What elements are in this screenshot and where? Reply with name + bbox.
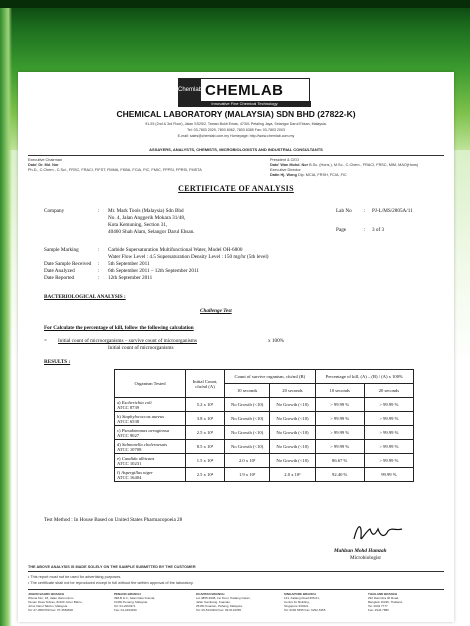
colon: : [98, 261, 100, 267]
table-row [115, 398, 414, 412]
date-analyzed-label: Date Analyzed [44, 268, 75, 274]
branch-line: 25150 Kuantan, Pahang, Malaysia. [196, 604, 243, 608]
atcc-code: ATCC 9027 [117, 432, 140, 438]
row-letter: e) [117, 455, 121, 461]
date-received-value: 5th September 2011 [108, 261, 150, 267]
percent-10s-cell: > 99.99 % [315, 398, 364, 412]
atcc-code: ATCC 8739 [117, 404, 140, 410]
organism-name: Salmonella choleraesuis [121, 441, 168, 447]
results-heading: RESULTS : [44, 359, 71, 365]
page-value: 3 of 3 [372, 227, 385, 233]
percent-20s-cell: > 99.99 % [364, 440, 413, 454]
branch-line: Tel: 04-2264371 [114, 604, 136, 608]
colon: : [98, 247, 100, 253]
branch-line: Fax: 04-2294390 [114, 608, 137, 612]
survive-20s-cell: No Growth (<10) [270, 398, 315, 412]
header-organism: Organism Tested [115, 370, 186, 398]
signatory-title: Microbiologist [350, 555, 381, 561]
formula-multiplier: x 100% [268, 338, 284, 344]
president-title: President & CEO [270, 158, 299, 162]
test-name: Challenge Test [200, 308, 232, 314]
survive-20s-cell: No Growth (<10) [270, 426, 315, 440]
footer-divider [28, 571, 444, 572]
branch-line: 398-B & C, Jalan Dato Kramat, [114, 596, 156, 600]
branch-line: Taman Desa Tebrau, 81100 Johor Bahru, [28, 600, 83, 604]
branch-line: Tel: 07-3584769 Fax: 07-3584830 [28, 608, 74, 612]
organism-name: Staphylococcus aureus [121, 413, 165, 419]
branch-kuantan [196, 592, 276, 612]
customer-line-4: 40460 Shah Alam, Selangor Darul Ehsan. [108, 229, 195, 235]
header-percent-10s: 10 seconds [315, 384, 364, 398]
branch-thailand [368, 592, 448, 612]
organism-cell [115, 426, 186, 440]
branch-line: Tel: 6292 6655 Fax: 6292 6355 [284, 608, 326, 612]
survive-10s-cell: No Growth (<10) [225, 426, 270, 440]
date-analyzed-value: 6th September 2011 – 12th September 2011 [108, 268, 199, 274]
organism-cell [115, 468, 186, 482]
percent-10s-cell: 86.67 % [315, 454, 364, 468]
branch-penang [114, 592, 194, 612]
initial-count-cell: 5.2 x 10⁵ [186, 398, 225, 412]
atcc-code: ATCC 10231 [117, 460, 142, 466]
company-label: Company [44, 208, 65, 214]
branch-line: 10460 Penang, Malaysia. [114, 600, 148, 604]
branch-line: Singapore 339421 [284, 604, 309, 608]
header-survive-10s: 10 seconds [225, 384, 270, 398]
table-row [115, 412, 414, 426]
table-row [115, 468, 414, 482]
branch-line: Jalan Gambang, Kuantan, [196, 600, 231, 604]
signature-icon [348, 517, 408, 547]
organism-cell [115, 454, 186, 468]
report-note-1: • This report must not be used for advertising purposes. [28, 575, 122, 579]
colon: : [364, 227, 366, 233]
percent-10s-cell: > 99.99 % [315, 412, 364, 426]
percent-20s-cell: > 99.99 % [364, 412, 413, 426]
chemlab-logo [178, 78, 310, 102]
initial-count-cell: 1.5 x 10⁴ [186, 454, 225, 468]
branch-title: PENANG BRANCH [114, 592, 141, 596]
branch-title: KUANTAN BRANCH [196, 592, 225, 596]
organism-name: Aspergillus niger [121, 469, 153, 475]
calc-heading: For Calculate the percentage of kill, follow the following calculation [44, 325, 194, 331]
percent-10s-cell: > 99.99 % [315, 426, 364, 440]
organism-cell [115, 440, 186, 454]
exec-chairman-quals: Ph.D., C.Chem., C.Sci., FRSC, FRACI, FIFST, FMMA, FKBA, FCIA, FIC, FMIC, FPPSI, FPRSI, FMSTA [28, 168, 202, 172]
atcc-code: ATCC 16404 [117, 474, 142, 480]
report-note-2: • The certificate shall not be reproduced except in full without the written approval of the laboratory. [28, 581, 194, 585]
accreditation-line: ASSAYERS, ANALYSTS, CHEMISTS, MICROBIOLOGISTS AND INDUSTRIAL CONSULTANTS [149, 147, 323, 152]
branch-line: Wisma Kim, 18, Jalan Harmonium [28, 596, 74, 600]
header-initial-count: Initial Count, cfu/ml (A) [186, 370, 225, 398]
percent-10s-cell: > 99.99 % [315, 440, 364, 454]
percent-20s-cell: > 99.99 % [364, 426, 413, 440]
chemlab-logo-mark: Chemlab [179, 79, 201, 101]
chemlab-logo-word: CHEMLAB [205, 81, 284, 99]
atcc-code: ATCC 10708 [117, 446, 142, 452]
exec-director-name: Datin Hj. Wong [270, 173, 297, 177]
organism-name: Pseudomonas aeruginosa [121, 427, 170, 433]
initial-count-cell: 2.5 x 10⁵ [186, 426, 225, 440]
branch-title: SINGAPORE BRANCH [284, 592, 316, 596]
survive-10s-cell: No Growth (<10) [225, 398, 270, 412]
date-received-label: Date Sample Received [44, 261, 92, 267]
signatory-name: Mahlzan Mohd Hamzah [334, 548, 387, 554]
top-dark-bar [0, 0, 470, 8]
page-label: Page [336, 227, 347, 233]
survive-20s-cell: No Growth (<10) [270, 454, 315, 468]
results-table [114, 369, 414, 482]
exec-chairman-name: Dato' Dr. Md. Nor [28, 163, 59, 167]
row-letter: a) [117, 399, 121, 405]
formula-denominator: Initial count of microorganisms [108, 345, 174, 351]
survive-20s-cell: No Growth (<10) [270, 412, 315, 426]
customer-line-2: No. 4, Jalan Anggerik Mokara 31/48, [108, 215, 186, 221]
customer-line-3: Kota Kemuning, Section 31, [108, 222, 168, 228]
survive-20s-cell: 2.0 x 10¹ [270, 468, 315, 482]
percent-20s-cell: > 99.99 % [364, 398, 413, 412]
left-green-stripe [0, 0, 12, 626]
initial-count-cell: 2.5 x 10⁴ [186, 468, 225, 482]
lab-no-value: PJ-L/MS/2805A/11 [372, 208, 413, 214]
date-reported-label: Date Reported [44, 275, 75, 281]
header-survive-count: Count of survive organism, cfu/ml (B) [225, 370, 316, 384]
percent-20s-cell: 99.99 % [364, 468, 413, 482]
branch-title: THAILAND BRANCH [368, 592, 398, 596]
atcc-code: ATCC 6538 [117, 418, 140, 424]
table-row [115, 440, 414, 454]
branch-title: JOHOR BAHRU BRANCH [28, 592, 65, 596]
company-address: 91-93 (2nd & 3rd Floor), Jalan SS25/2, Taman Bukit Emas, 47301 Petaling Jaya, Selangor Darul Ehsan, Malaysia. [145, 122, 327, 126]
certificate-document [18, 72, 454, 622]
sample-marking-line-2: Water Flow Level : 4.5 Supersaturation Density Level : 150 mg/hr (5th level) [108, 254, 269, 260]
branch-line: Johor Darul Takzim, Malaysia. [28, 604, 68, 608]
company-name: CHEMICAL LABORATORY (MALAYSIA) SDN BHD (27822-K) [116, 109, 356, 119]
colon: : [98, 208, 100, 214]
table-header-row [115, 370, 414, 384]
header-percent-20s: 20 seconds [364, 384, 413, 398]
branch-line: Tel: 2943 7777 [368, 604, 388, 608]
test-method: Test Method : In House Based on United States Pharmacopoeia 28 [44, 517, 183, 523]
equals-sign: = [44, 338, 47, 344]
initial-count-cell: 8.5 x 10⁵ [186, 440, 225, 454]
survive-10s-cell: 2.0 x 10³ [225, 454, 270, 468]
row-letter: b) [117, 413, 121, 419]
row-letter: c) [117, 427, 121, 433]
company-email: E-mail: sales@chemlab.com.my Homepage: http://www.chemlab.com.my [177, 134, 295, 138]
branch-line: Fax: 2943 7880 [368, 608, 389, 612]
branch-line: Lot 4855-3608, 1st Floor, Padang Garan, [196, 596, 251, 600]
exec-chairman-title: Executive Chairman [28, 158, 62, 162]
organism-cell [115, 412, 186, 426]
colon: : [98, 268, 100, 274]
exec-director-quals: Dip. MCIA, FRSH, FCIA, FIC [298, 173, 347, 177]
organism-name: Candida albicans [121, 455, 155, 461]
percent-10s-cell: 92.40 % [315, 468, 364, 482]
header-percent-kill: Percentage of kill, (A) – (B) / (A) x 100% [315, 370, 413, 384]
president-line [270, 163, 418, 167]
branches-divider [28, 589, 444, 590]
certificate-title: CERTIFICATE OF ANALYSIS [178, 184, 294, 193]
colon: : [364, 208, 366, 214]
branch-johor [28, 592, 108, 612]
survive-10s-cell: No Growth (<10) [225, 440, 270, 454]
row-letter: d) [117, 441, 121, 447]
branch-singapore [284, 592, 364, 612]
header-survive-20s: 20 seconds [270, 384, 315, 398]
exec-director-title: Executive Director [270, 168, 301, 172]
section-heading: BACTERIOLOGICAL ANALYSIS : [44, 294, 126, 300]
initial-count-cell: 3.8 x 10⁵ [186, 412, 225, 426]
president-quals: B.Sc. (Hons.), M.Sc., C.Chem., FRACI, FRSC, MIM, MAO(Hons) [309, 163, 419, 167]
sample-marking-line-1: Carbide Supersaturation Multifunctional Water, Model OH-6800 [108, 247, 243, 253]
date-reported-value: 12th September 2011 [108, 275, 153, 281]
lab-no-label: Lab No [336, 208, 352, 214]
organism-cell [115, 398, 186, 412]
exec-director-line [270, 173, 347, 177]
branch-line: Bangkok 10230, Thailand. [368, 600, 403, 604]
survive-10s-cell: 1.9 x 10³ [225, 468, 270, 482]
branch-line: 292 Ramintra 40 Road, [368, 596, 400, 600]
table-row [115, 454, 414, 468]
table-row [115, 426, 414, 440]
logo-tagline: Innovative Fine Chemical Technology [178, 101, 311, 107]
formula-numerator: Initial count of microorganisms – survive count of microorganisms [58, 338, 197, 344]
percent-20s-cell: > 99.99 % [364, 454, 413, 468]
branch-line: Tel: 09-5134363 Fax: 09-5134365 [196, 608, 242, 612]
company-phone: Tel: 03-7803 2029, 7803 6062, 7803 6385 Fax: 03-7803 2003 [187, 128, 285, 132]
analysis-note: THE ABOVE ANALYSIS IS MADE SOLELY ON THE SAMPLE SUBMITTED BY THE CUSTOMER [28, 565, 196, 569]
header-divider [28, 155, 444, 156]
survive-10s-cell: No Growth (<10) [225, 412, 270, 426]
row-letter: f) [117, 469, 121, 475]
colon: : [98, 275, 100, 281]
branch-line: 131, Kallang Road #05-01, [284, 596, 320, 600]
sample-marking-label: Sample Marking [44, 247, 79, 253]
organism-name: Escherichia coli [121, 399, 152, 405]
branch-line: Centre for Building, [284, 600, 310, 604]
survive-20s-cell: No Growth (<10) [270, 440, 315, 454]
president-name: Dato' Wan Mohd. Nor [270, 163, 309, 167]
customer-line-1: Mr. Mark Tools (Malaysia) Sdn Bhd [108, 208, 184, 214]
